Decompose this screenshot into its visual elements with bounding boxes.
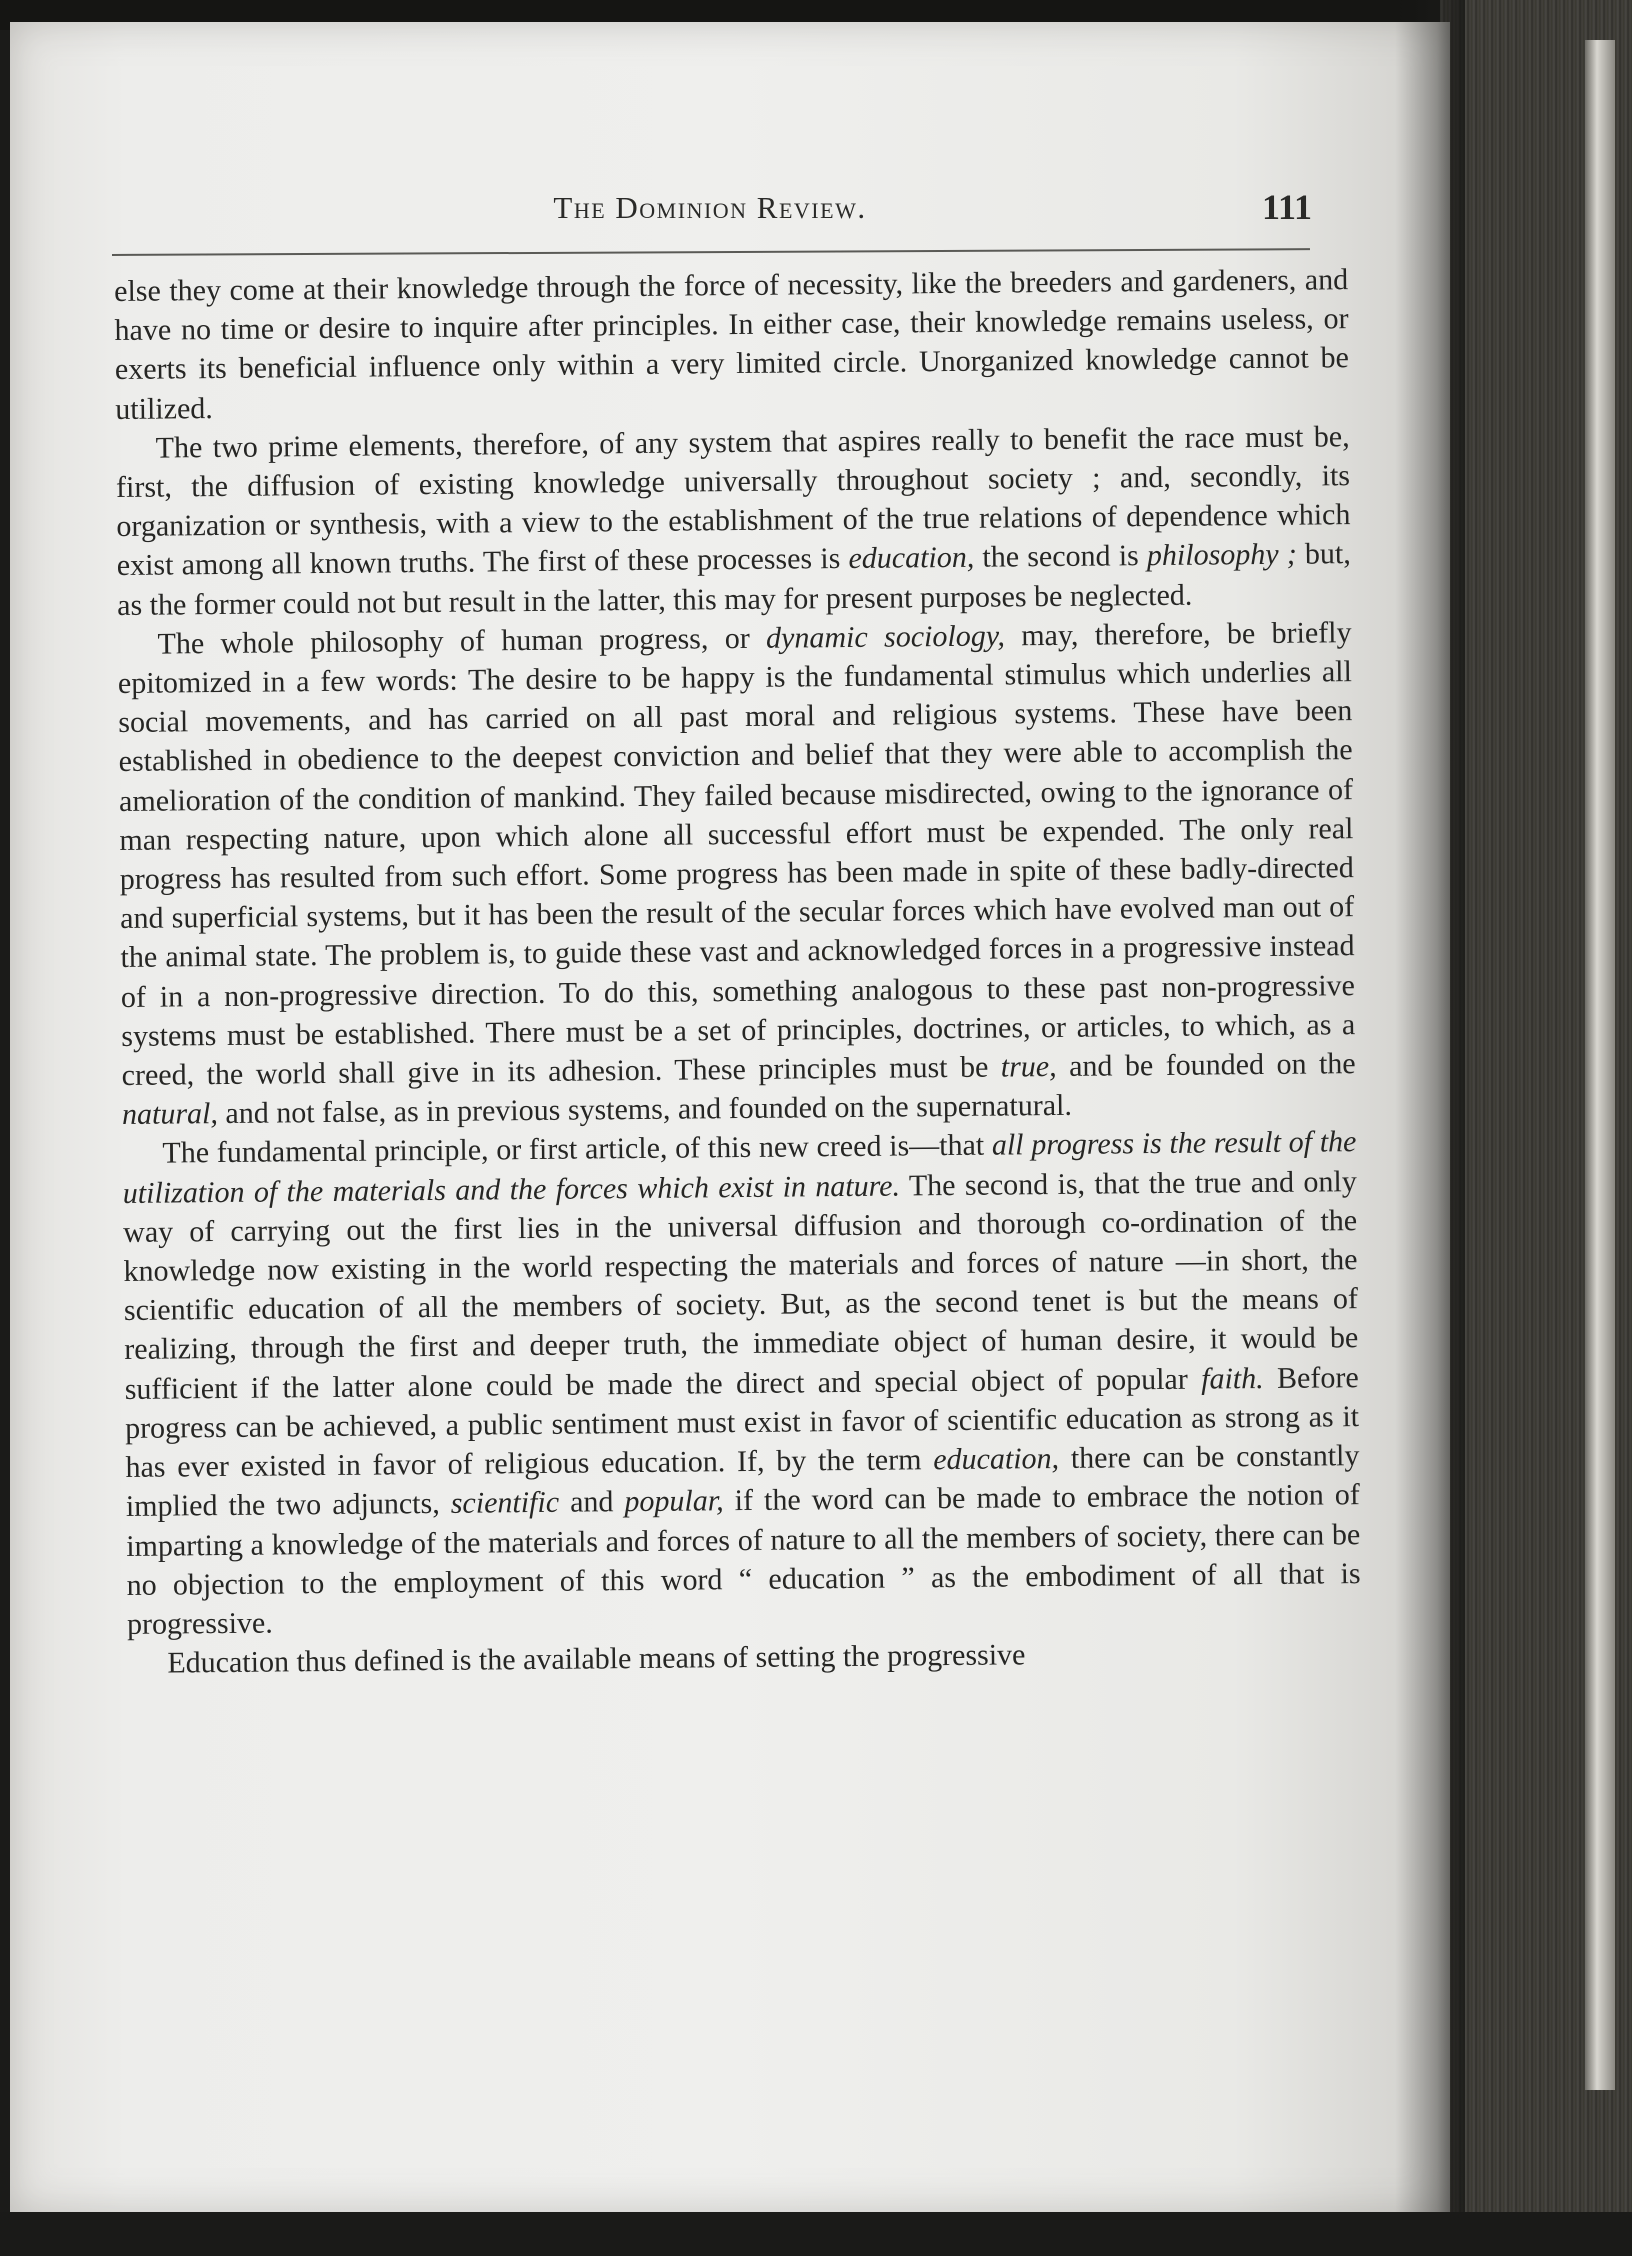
body-text	[114, 260, 1361, 1683]
text-run: if the word can be made to embrace the notion of imparting a knowledge of the materials and forces of nature to all the members of society, there can be no objection to the employment of this word “ education ” as the embodiment of all that is progressive.	[126, 1478, 1361, 1641]
page-curl-shadow	[1395, 0, 1465, 2256]
text-run: may, therefore, be briefly epitomized in a few words: The desire to be happy is the fundamental stimulus which underlies all social movements, and has carried on all past moral and religious systems. These have been established in obedience to the deepest conviction and belief that they were able to accomplish the amelioration of the condition of mankind. They failed because misdirected, owing to the ignorance of man respecting nature, upon which alone all successful effort must be expended. The only real progress has resulted from such effort. Some progress has been made in spite of these badly-directed and superficial systems, but it has been the result of the secular forces which have evolved man out of the animal state. The problem is, to guide these vast and acknowledged forces in a progressive instead of in a non-progressive direction. To do this, something analogous to these past non-progressive systems must be established. There must be a set of principles, doctrines, or articles, to which, as a creed, the world shall give in its adhesion. These principles must be	[117, 615, 1356, 1093]
running-head	[110, 186, 1310, 230]
italic-run: popular,	[624, 1484, 724, 1519]
italic-run: education,	[848, 541, 975, 576]
italic-run: dynamic sociology,	[765, 619, 1006, 655]
text-run: The second is, that the true and only way of carrying out the first lies in the universal diffusion and thorough co-ordination of the knowledge now existing in the world respecting the materials and forces of nature —in short, the scientific education of all the members of society. But, as the second tenet is but the means of realizing, through the first and deeper truth, the immediate object of human desire, it would be sufficient if the latter alone could be made the direct and special object of popular	[123, 1164, 1359, 1406]
text-run: The whole philosophy of human progress, or	[157, 621, 767, 661]
italic-run: faith.	[1201, 1361, 1264, 1396]
italic-run: all progress is the result of the utilization of the materials and the forces which exist in nature.	[122, 1125, 1357, 1210]
paragraph	[122, 1123, 1361, 1644]
text-run: and be founded on the	[1056, 1047, 1356, 1084]
text-run: there can be constantly implied the two adjuncts,	[125, 1439, 1360, 1524]
text-run: the second is	[974, 539, 1148, 575]
paragraph	[114, 260, 1349, 429]
italic-run: true,	[1000, 1050, 1057, 1084]
italic-run: philosophy ;	[1146, 538, 1297, 573]
text-run: and	[558, 1485, 625, 1520]
paragraph	[117, 613, 1356, 1134]
text-run: else they come at their knowledge through the force of necessity, like the breeders and gardeners, and have no time or desire to inquire after principles. In either case, their knowledge remains useless, or exerts its beneficial influence only within a very limited circle. Unorganized knowledge cannot be utilized.	[114, 263, 1350, 426]
text-run: Education thus defined is the available means of setting the progressive	[167, 1638, 1026, 1680]
text-run: Before progress can be achieved, a public sentiment must exist in favor of scientific education as strong as it has ever existed in favor of religious education. If, by the term	[124, 1360, 1360, 1485]
italic-run: education,	[933, 1442, 1060, 1477]
book-page-edges-highlight	[1585, 40, 1615, 2090]
italic-run: natural,	[121, 1097, 219, 1132]
text-run: The fundamental principle, or first article, of this new creed is—that	[162, 1129, 993, 1171]
text-run: and not false, as in previous systems, and founded on the supernatural.	[217, 1089, 1073, 1131]
bottom-dark-border	[0, 2212, 1632, 2256]
journal-title: The Dominion Review.	[553, 190, 867, 225]
text-run: but, as the former could not but result in the latter, this may for present purposes be neglected.	[117, 537, 1351, 622]
page-number: 111	[1261, 187, 1312, 227]
italic-run: scientific	[450, 1486, 560, 1521]
text-run: The two prime elements, therefore, of any system that aspires really to benefit the race must be, first, the diffusion of existing knowledge universally throughout society ; and, secondly, its organization or synthesis, with a view to the establishment of the true relations of dependence which exist among all known truths. The first of these processes is	[115, 419, 1351, 583]
paragraph	[116, 417, 1352, 625]
